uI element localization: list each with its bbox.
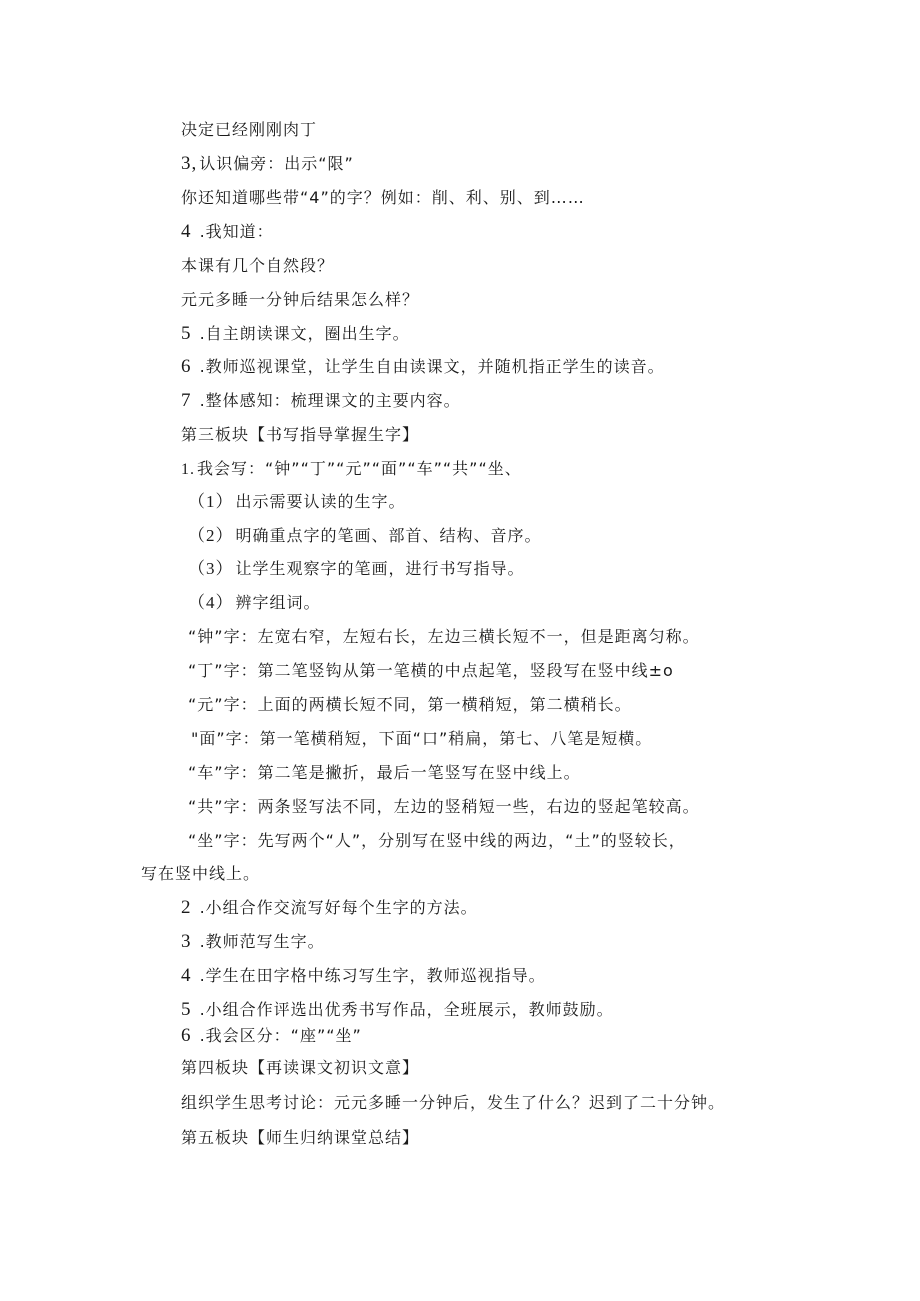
- note-text: “车”字：第二笔是撇折，最后一笔竖写在竖中线上。: [188, 763, 581, 782]
- char-note: [188, 626, 700, 648]
- item-number: 5: [181, 999, 192, 1020]
- note-text: “元”字：上面的两横长短不同，第一横稍短，第二横稍长。: [188, 695, 632, 714]
- char-note: [188, 694, 632, 716]
- item-text: .教师巡视课堂，让学生自由读课文，并随机指正学生的读音。: [193, 357, 665, 376]
- text-line: [181, 187, 585, 209]
- item-number: （1）: [188, 492, 234, 511]
- list-item: [181, 323, 410, 345]
- item-number: 3: [181, 931, 192, 952]
- section-heading: [181, 1127, 419, 1149]
- list-item: [181, 390, 461, 412]
- list-item: [181, 356, 665, 378]
- char-note: [188, 830, 686, 852]
- char-note: [188, 796, 700, 818]
- list-item: [181, 221, 274, 243]
- item-text: .我会区分：“座”“坐”: [193, 1026, 362, 1045]
- item-number: 3,: [181, 153, 198, 174]
- note-text: “丁”字：第二笔竖钩从第一笔横的中点起笔，竖段写在竖中线±o: [188, 661, 674, 680]
- item-text: .我知道：: [193, 222, 274, 241]
- note-text: “共”字：两条竖写法不同，左边的竖稍短一些，右边的竖起笔较高。: [188, 797, 700, 816]
- item-text: 让学生观察字的笔画，进行书写指导。: [235, 559, 525, 578]
- list-item: [181, 965, 546, 987]
- list-item: [181, 931, 325, 953]
- item-text: 出示需要认读的生字。: [235, 492, 406, 511]
- item-text: 辨字组词。: [235, 593, 321, 612]
- note-text: "面”字：第一笔横稍短，下面“口”稍扁，第七、八笔是短横。: [191, 729, 653, 748]
- sub-item: [188, 592, 321, 614]
- note-text: 写在竖中线上。: [141, 864, 261, 883]
- line-text: 你还知道哪些带“4”的字？例如：削、利、别、到……: [181, 188, 585, 207]
- item-number: 7: [181, 390, 192, 411]
- item-text: 认识偏旁：出示“限”: [199, 154, 354, 173]
- item-text: .整体感知：梳理课文的主要内容。: [193, 391, 461, 410]
- item-number: 6: [181, 356, 192, 377]
- line-text: 本课有几个自然段？: [181, 256, 335, 275]
- item-text: 我会写：“钟”“丁”“元”“面”“车”“共”“坐、: [197, 459, 522, 478]
- item-text: .小组合作交流写好每个生字的方法。: [193, 898, 478, 917]
- section-heading: [181, 1057, 419, 1079]
- item-number: （3）: [188, 559, 234, 578]
- list-item: [181, 153, 354, 175]
- char-note: [188, 660, 674, 682]
- text-line: [181, 289, 419, 311]
- note-text: “钟”字：左宽右窄，左短右长，左边三横长短不一，但是距离匀称。: [188, 627, 700, 646]
- list-item: [181, 1025, 362, 1047]
- item-text: .小组合作评选出优秀书写作品，全班展示，教师鼓励。: [193, 1000, 614, 1019]
- item-text: .学生在田字格中练习写生字，教师巡视指导。: [193, 966, 546, 985]
- item-number: （4）: [188, 593, 234, 612]
- list-item: [181, 458, 522, 481]
- section-heading: [181, 424, 419, 446]
- heading-text: 第五板块【师生归纳课堂总结】: [181, 1128, 420, 1147]
- item-number: 2: [181, 897, 192, 918]
- line-text: 元元多睡一分钟后结果怎么样？: [181, 290, 420, 309]
- char-note-continuation: [141, 863, 260, 885]
- item-number: 4: [181, 221, 192, 242]
- item-number: 4: [181, 965, 192, 986]
- char-note: [188, 762, 581, 784]
- sub-item: [188, 491, 406, 513]
- heading-text: 第四板块【再读课文初识文意】: [181, 1058, 420, 1077]
- list-item: [181, 897, 478, 919]
- item-number: 1.: [181, 461, 195, 478]
- item-number: 6: [181, 1025, 192, 1046]
- sub-item: [188, 525, 542, 547]
- heading-text: 第三板块【书写指导掌握生字】: [181, 425, 420, 444]
- text-line: [181, 1092, 725, 1114]
- item-text: .教师范写生字。: [193, 932, 325, 951]
- item-text: .自主朗读课文，圈出生字。: [193, 324, 410, 343]
- char-note: [191, 728, 652, 750]
- text-line: [181, 119, 317, 141]
- list-item: [181, 999, 614, 1021]
- text-line: [181, 255, 334, 277]
- note-text: “坐”字：先写两个“人”，分别写在竖中线的两边，“土”的竖较长，: [188, 831, 686, 850]
- item-text: 明确重点字的笔画、部首、结构、音序。: [235, 526, 542, 545]
- line-text: 决定已经刚刚肉丁: [181, 120, 318, 139]
- sub-item: [188, 558, 525, 580]
- item-number: 5: [181, 323, 192, 344]
- item-number: （2）: [188, 526, 234, 545]
- line-text: 组织学生思考讨论：元元多睡一分钟后，发生了什么？迟到了二十分钟。: [181, 1093, 726, 1112]
